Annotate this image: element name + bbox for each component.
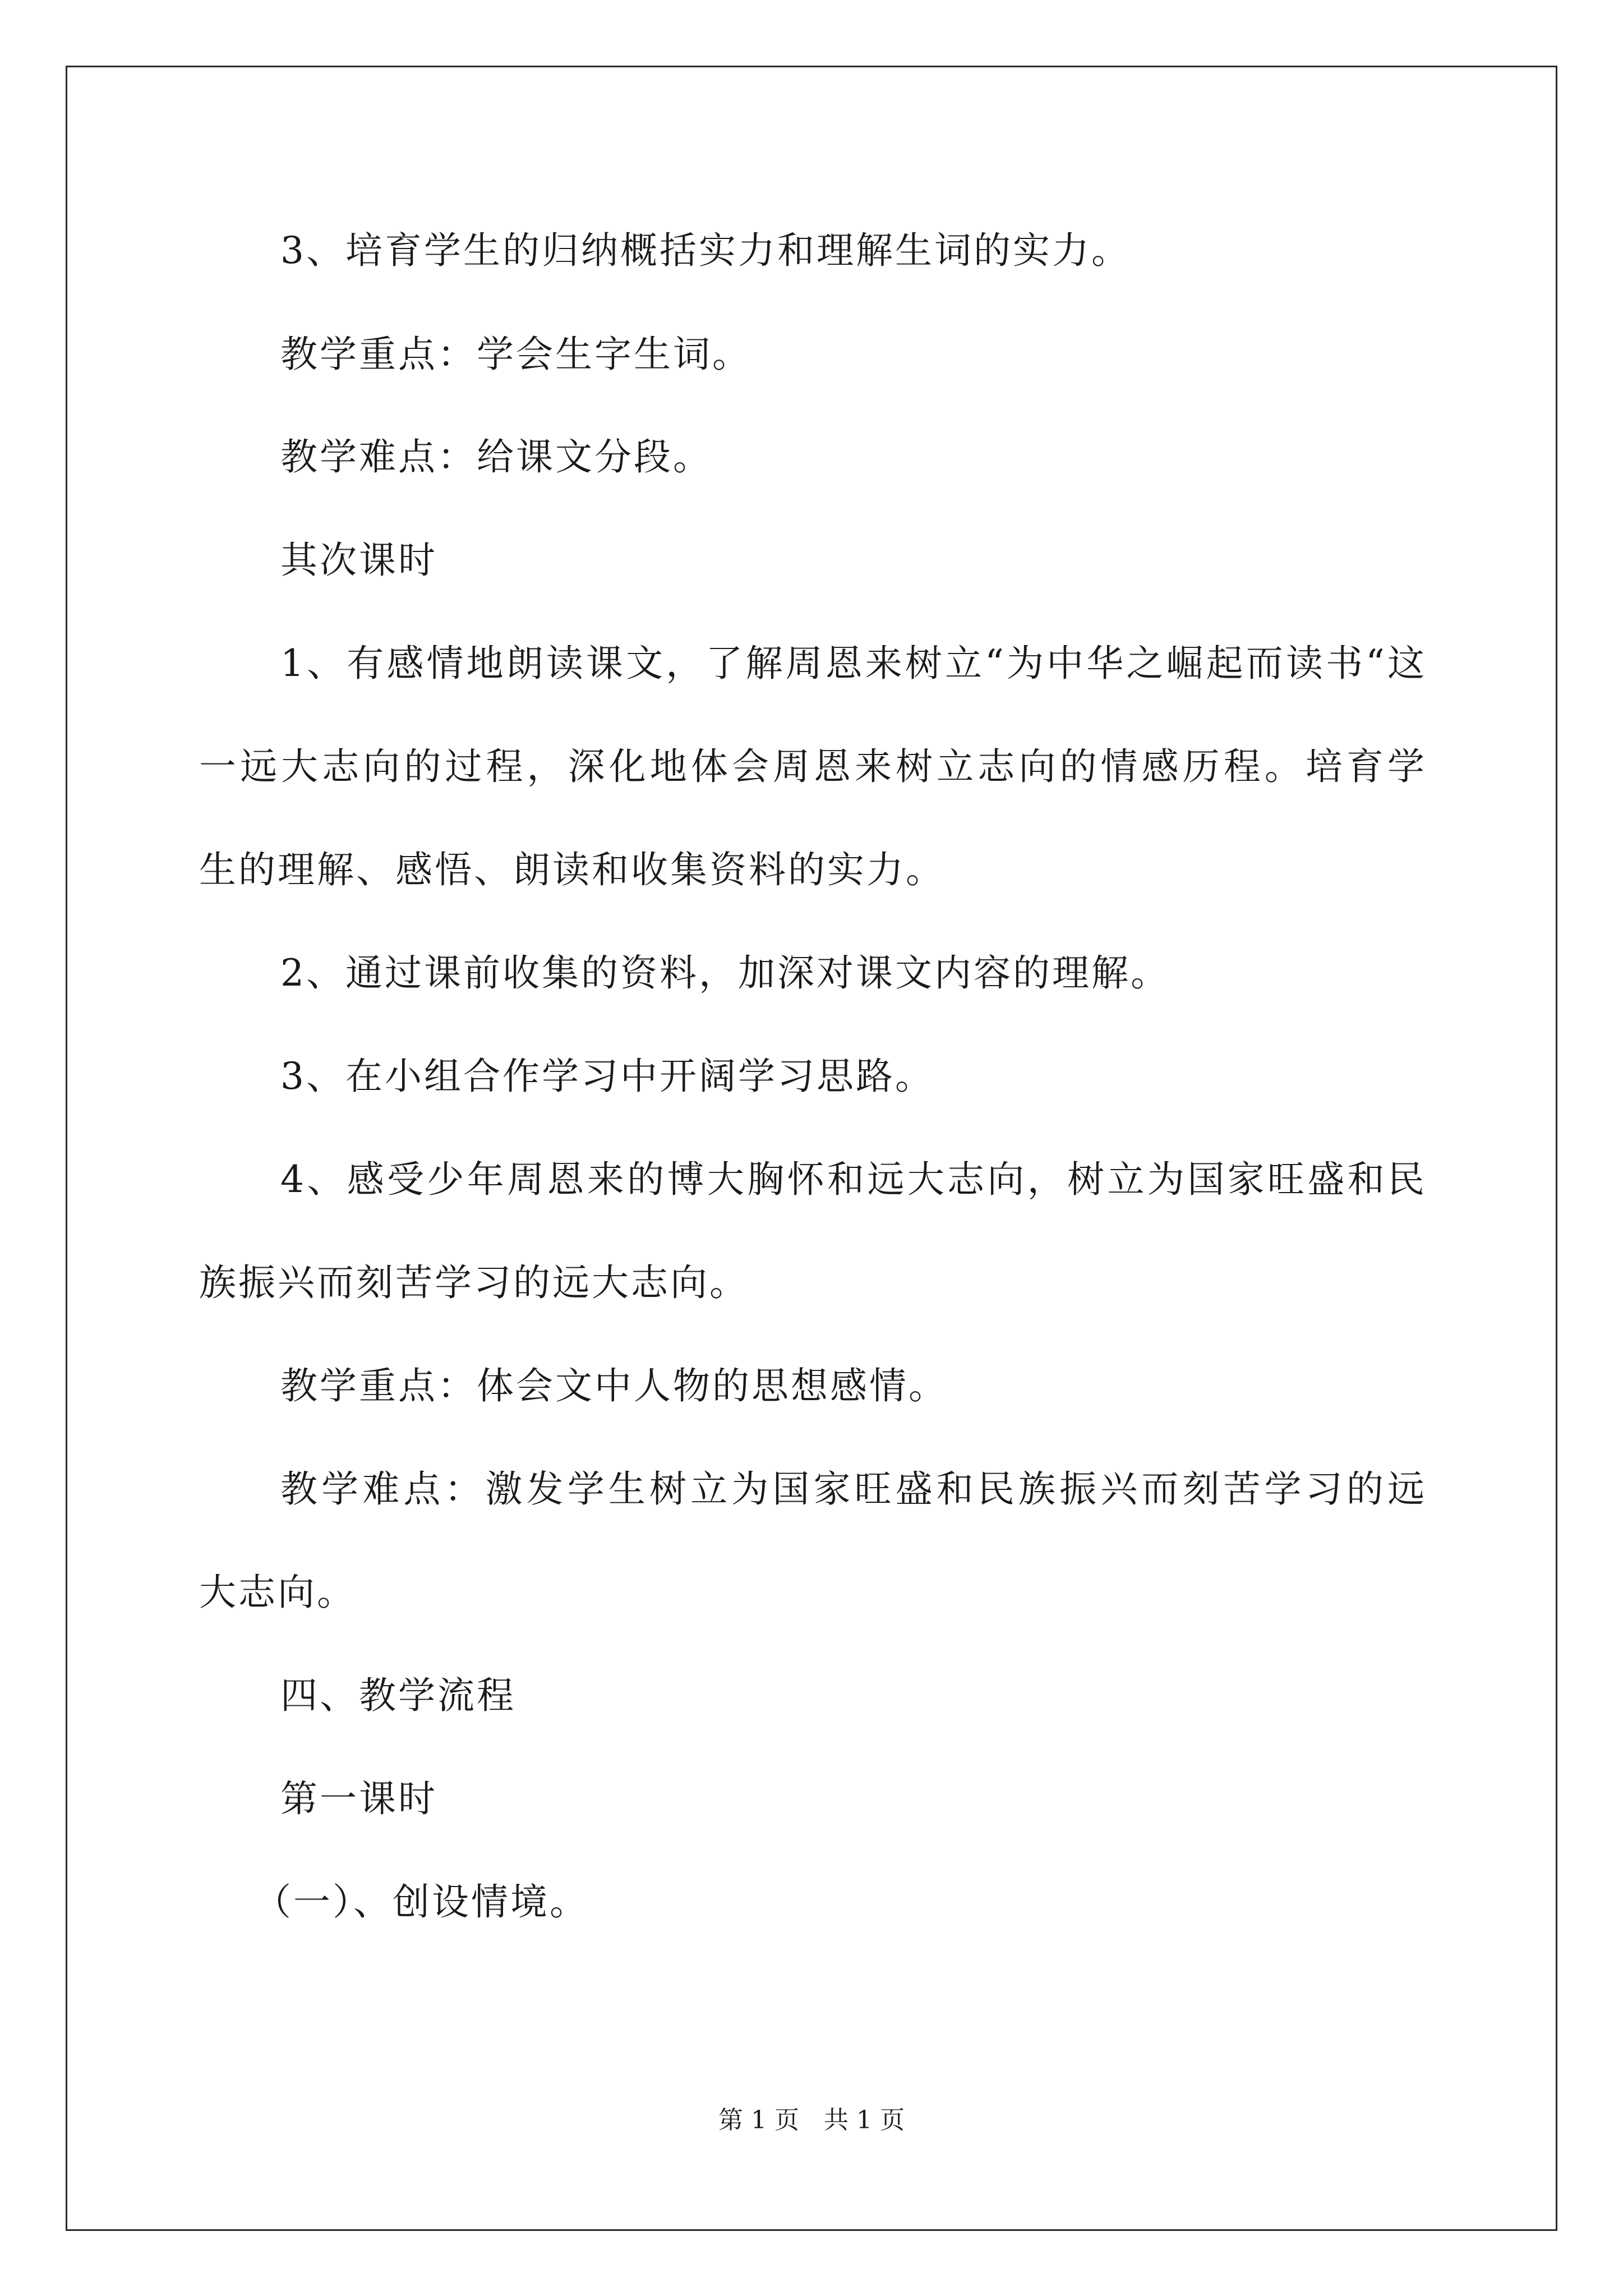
body-line-10: 4、感受少年周恩来的博大胸怀和远大志向，树立为国家旺盛和民 xyxy=(280,1158,1424,1201)
body-line-17: （一）、创设情境。 xyxy=(254,1880,589,1924)
body-line-11: 族振兴而刻苦学习的远大志向。 xyxy=(199,1261,749,1304)
body-line-15: 四、教学流程 xyxy=(280,1674,516,1717)
body-line-14: 大志向。 xyxy=(199,1571,356,1614)
body-line-13: 教学难点：激发学生树立为国家旺盛和民族振兴而刻苦学习的远 xyxy=(280,1467,1424,1511)
body-line-12: 教学重点：体会文中人物的思想感情。 xyxy=(280,1364,948,1407)
body-line-1: 3、培育学生的归纳概括实力和理解生词的实力。 xyxy=(280,229,1131,272)
page-footer: 第 1 页 共 1 页 xyxy=(718,2106,905,2134)
body-line-7: 生的理解、感悟、朗读和收集资料的实力。 xyxy=(199,848,945,891)
body-line-4: 其次课时 xyxy=(280,539,437,582)
body-line-9: 3、在小组合作学习中开阔学习思路。 xyxy=(280,1055,934,1098)
body-line-16: 第一课时 xyxy=(280,1777,437,1820)
body-line-2: 教学重点：学会生字生词。 xyxy=(280,333,751,376)
body-line-6: 一远大志向的过程，深化地体会周恩来树立志向的情感历程。培育学 xyxy=(199,745,1424,788)
body-line-8: 2、通过课前收集的资料，加深对课文内容的理解。 xyxy=(280,951,1170,995)
body-line-3: 教学难点：给课文分段。 xyxy=(280,435,712,478)
body-line-5: 1、有感情地朗读课文，了解周恩来树立“为中华之崛起而读书“这 xyxy=(280,642,1424,685)
